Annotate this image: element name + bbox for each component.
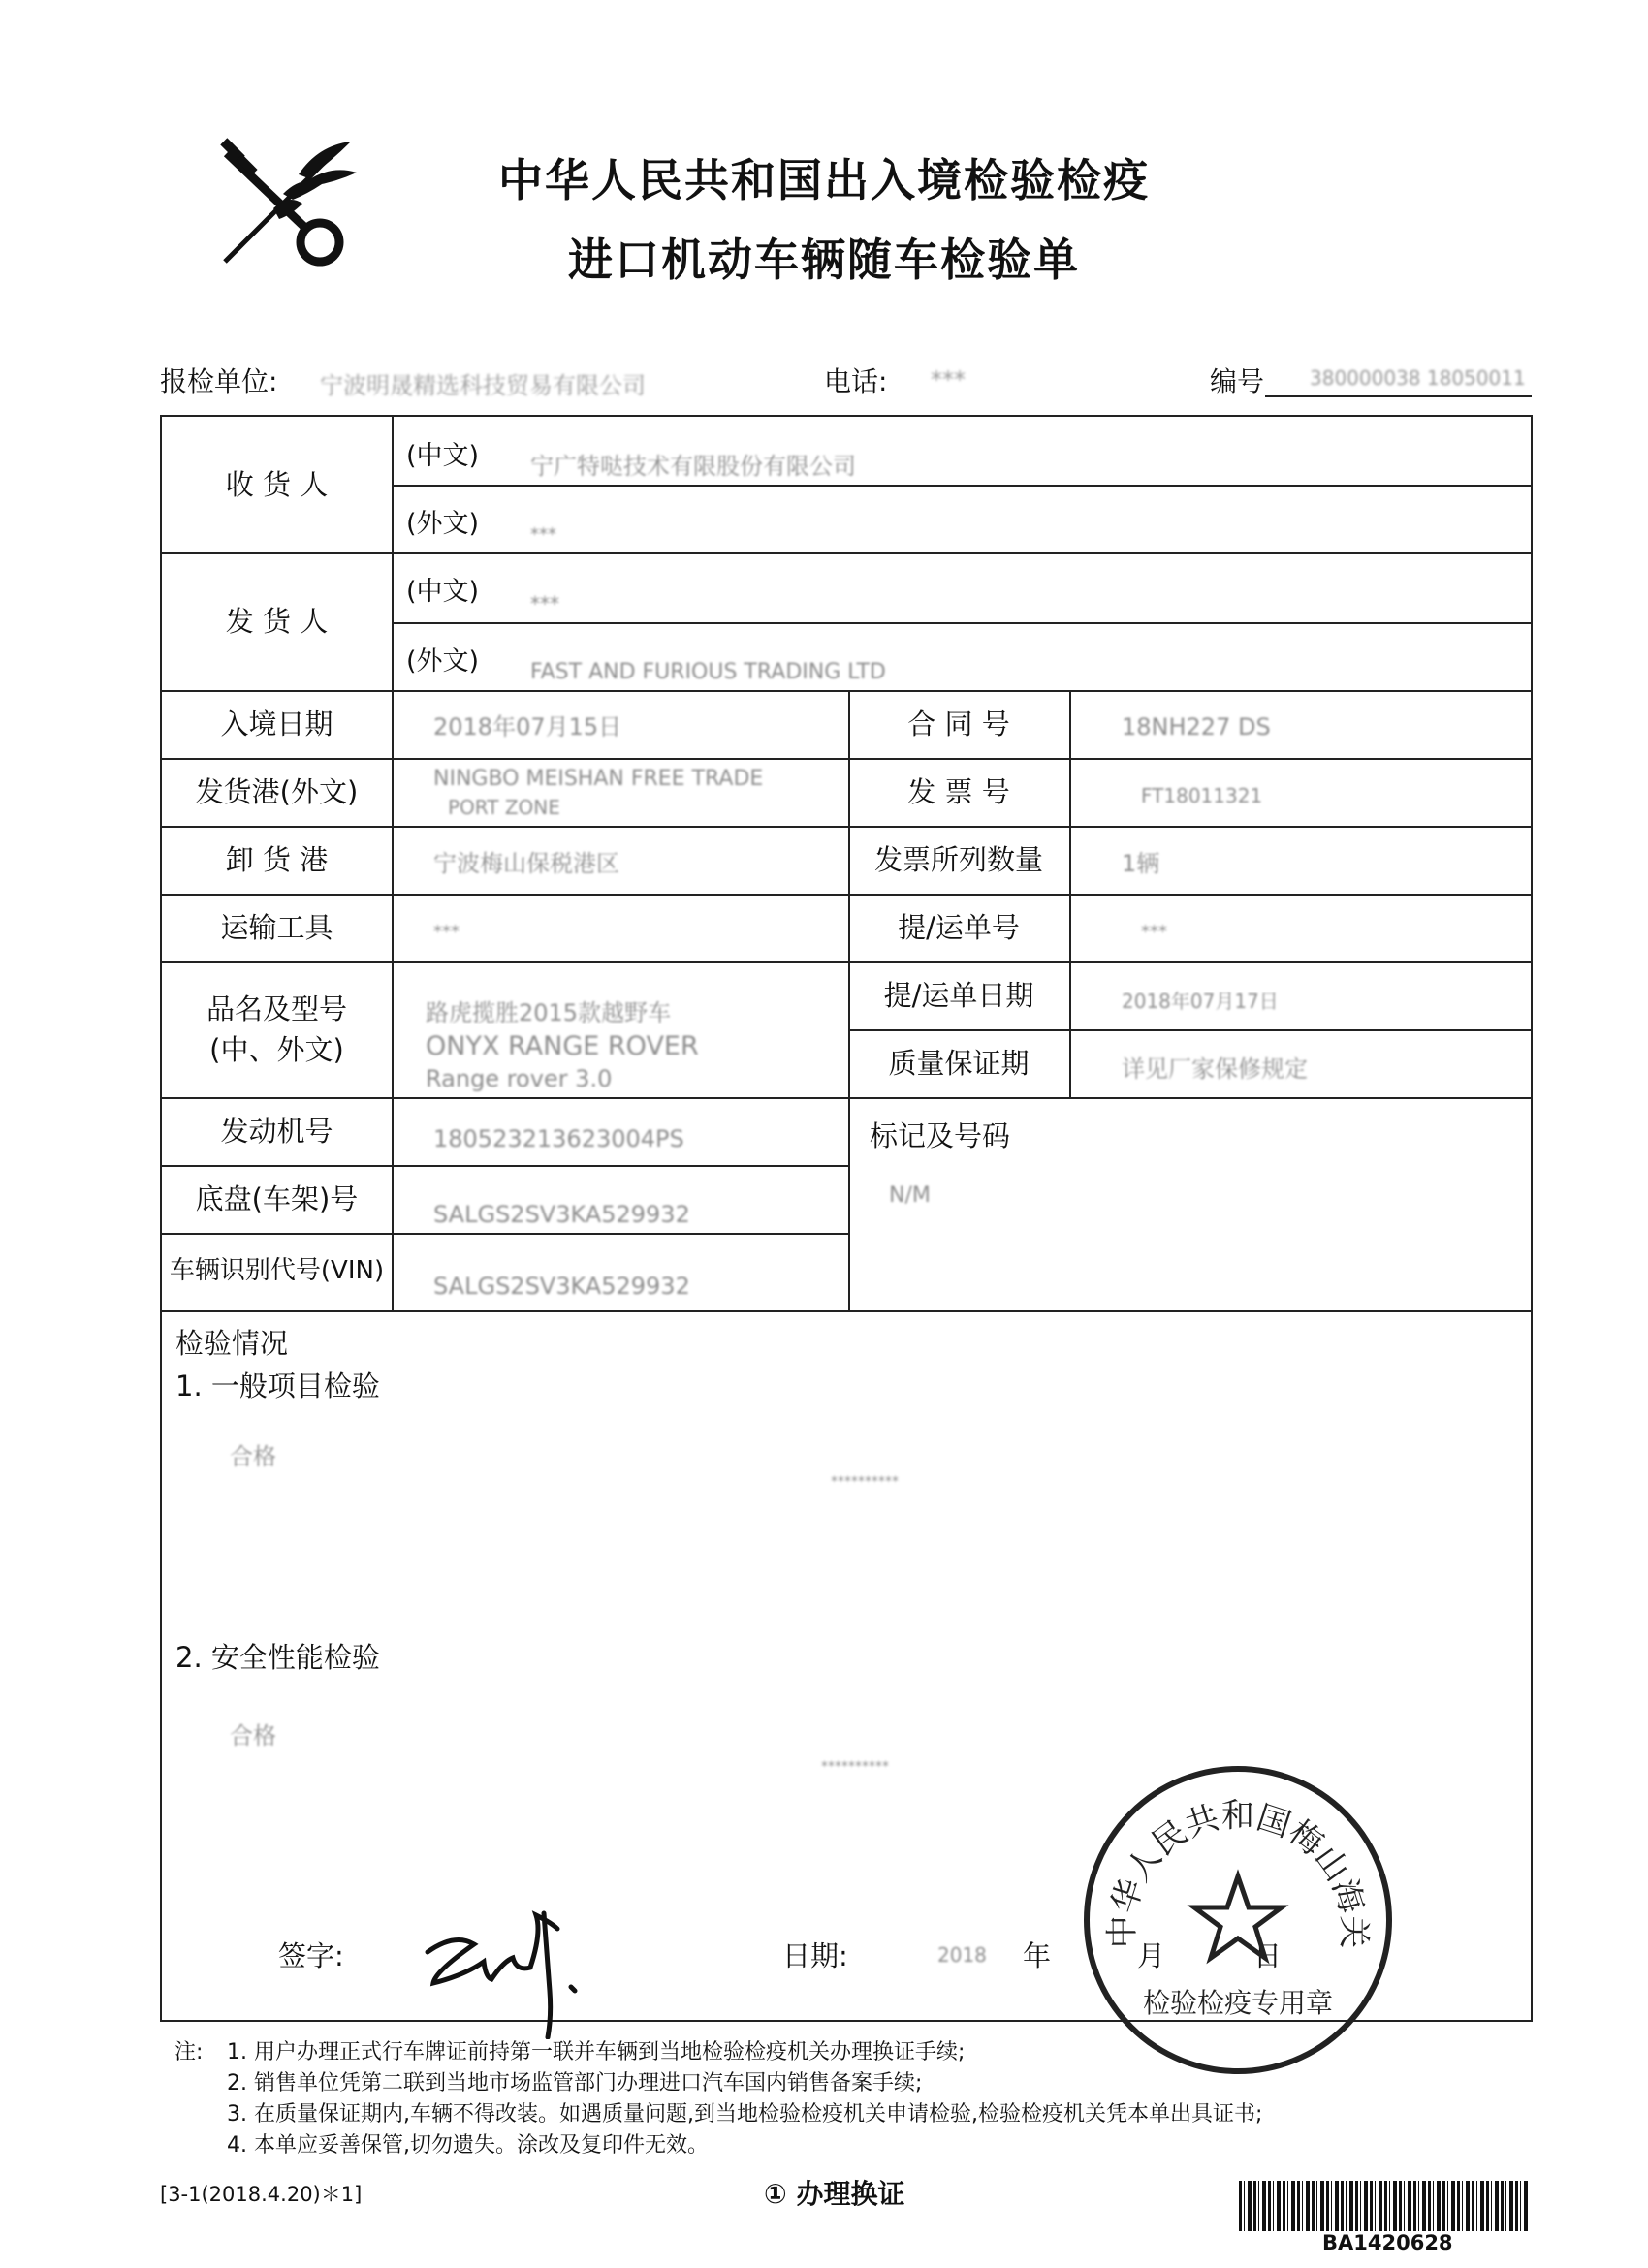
- note-item-3: 3. 在质量保证期内,车辆不得改装。如遇质量问题,到当地检验检疫机关申请检验,检验检疫机关凭本单出具证书;: [227, 2102, 1263, 2126]
- consignee-cn-value: 宁广特哒技术有限股份有限公司: [530, 453, 856, 480]
- vin-label: 车辆识别代号(VIN): [169, 1256, 385, 1286]
- shipper-en-label: (外文): [406, 646, 480, 677]
- invoice-qty-value: 1辆: [1122, 850, 1160, 877]
- handwritten-signature: [416, 1894, 590, 2039]
- copy-purpose-label: ① 办理换证: [764, 2178, 905, 2210]
- document-title-line1: 中华人民共和国出入境检验检疫: [498, 154, 1150, 206]
- note-item-4: 4. 本单应妥善保管,切勿遗失。涂改及复印件无效。: [227, 2133, 709, 2158]
- consignee-en-value: ***: [530, 524, 556, 545]
- bl-date-value: 2018年07月17日: [1122, 990, 1279, 1013]
- phone-value: ***: [931, 366, 966, 394]
- barcode-number: BA1420628: [1322, 2231, 1453, 2254]
- invoice-no-value: FT18011321: [1141, 784, 1263, 807]
- shipper-label: 发 货 人: [225, 604, 329, 638]
- transport-label: 运输工具: [220, 910, 333, 944]
- marks-label: 标记及号码: [870, 1119, 1011, 1152]
- consignee-cn-label: (中文): [406, 441, 480, 471]
- date-year-value: 2018: [937, 1943, 987, 1967]
- month-label: 月: [1137, 1939, 1166, 1972]
- consignee-label: 收 货 人: [225, 467, 329, 501]
- number-value: 380000038 18050011: [1310, 366, 1526, 390]
- bl-date-label: 提/运单日期: [883, 978, 1034, 1012]
- engine-no-value: 180523213623004PS: [433, 1125, 684, 1152]
- shipper-cn-value: ***: [530, 592, 559, 615]
- marks-value: N/M: [889, 1183, 931, 1208]
- entry-date-value: 2018年07月15日: [433, 713, 622, 740]
- warranty-value: 详见厂家保修规定: [1122, 1055, 1308, 1083]
- unloading-port-value: 宁波梅山保税港区: [433, 850, 619, 877]
- product-label-line2: (中、外文): [209, 1033, 344, 1066]
- number-label: 编号: [1210, 365, 1265, 397]
- chassis-label: 底盘(车架)号: [195, 1181, 359, 1215]
- form-code: [3-1(2018.4.20)＊1]: [160, 2183, 363, 2206]
- day-label: 日: [1253, 1939, 1283, 1972]
- inspection-unit-value: 宁波明晟精选科技贸易有限公司: [320, 372, 646, 399]
- barcode-graphic: [1239, 2181, 1530, 2231]
- inspection-unit-label: 报检单位:: [160, 365, 278, 397]
- product-value-line2: ONYX RANGE ROVER: [426, 1031, 699, 1061]
- note-item-1: 1. 用户办理正式行车牌证前持第一联并车辆到当地检验检疫机关办理换证手续;: [227, 2040, 966, 2064]
- port-of-shipment-value-line2: PORT ZONE: [448, 796, 560, 819]
- bl-no-label: 提/运单号: [898, 910, 1020, 944]
- contract-no-label: 合 同 号: [907, 707, 1010, 740]
- year-label: 年: [1023, 1939, 1052, 1972]
- chassis-value: SALGS2SV3KA529932: [433, 1201, 690, 1228]
- safety-inspection-value: 合格: [230, 1722, 276, 1749]
- safety-inspection-label: 2. 安全性能检验: [175, 1641, 380, 1674]
- signature-label: 签字:: [278, 1939, 344, 1972]
- bl-no-value: ***: [1141, 922, 1167, 942]
- invoice-no-label: 发 票 号: [907, 774, 1010, 808]
- safety-inspection-dots: **********: [821, 1759, 889, 1775]
- contract-no-value: 18NH227 DS: [1122, 713, 1271, 740]
- port-of-shipment-value-line1: NINGBO MEISHAN FREE TRADE: [433, 767, 764, 791]
- notes-prefix: 注:: [174, 2040, 204, 2064]
- general-inspection-value: 合格: [230, 1443, 276, 1470]
- shipper-en-value: FAST AND FURIOUS TRADING LTD: [530, 660, 886, 684]
- entry-date-label: 入境日期: [220, 707, 333, 740]
- product-label-line1: 品名及型号: [206, 992, 347, 1025]
- invoice-qty-label: 发票所列数量: [873, 842, 1043, 876]
- number-field: [1265, 361, 1532, 397]
- product-value-line3: Range rover 3.0: [426, 1065, 613, 1092]
- general-inspection-label: 1. 一般项目检验: [175, 1370, 380, 1402]
- document-title-line2: 进口机动车辆随车检验单: [568, 234, 1080, 286]
- seal-arc-text: 中华人民共和国梅山海关: [1102, 1796, 1374, 1949]
- engine-no-label: 发动机号: [220, 1114, 333, 1148]
- date-label: 日期:: [782, 1939, 848, 1972]
- shipper-cn-label: (中文): [406, 577, 480, 607]
- seal-bottom-text: 检验检疫专用章: [1142, 1987, 1334, 2019]
- unloading-port-label: 卸 货 港: [225, 842, 329, 876]
- vin-value: SALGS2SV3KA529932: [433, 1273, 690, 1300]
- product-label: [162, 961, 392, 1097]
- product-value-line1: 路虎揽胜2015款越野车: [426, 999, 672, 1026]
- phone-label: 电话:: [824, 365, 888, 397]
- port-of-shipment-label: 发货港(外文): [195, 774, 359, 808]
- note-item-2: 2. 销售单位凭第二联到当地市场监管部门办理进口汽车国内销售备案手续;: [227, 2071, 923, 2095]
- consignee-en-label: (外文): [406, 509, 480, 539]
- inspection-heading: 检验情况: [175, 1327, 289, 1360]
- transport-value: ***: [433, 922, 460, 942]
- general-inspection-dots: **********: [831, 1474, 899, 1490]
- warranty-label: 质量保证期: [888, 1046, 1030, 1080]
- official-seal-stamp: [1084, 1766, 1392, 2074]
